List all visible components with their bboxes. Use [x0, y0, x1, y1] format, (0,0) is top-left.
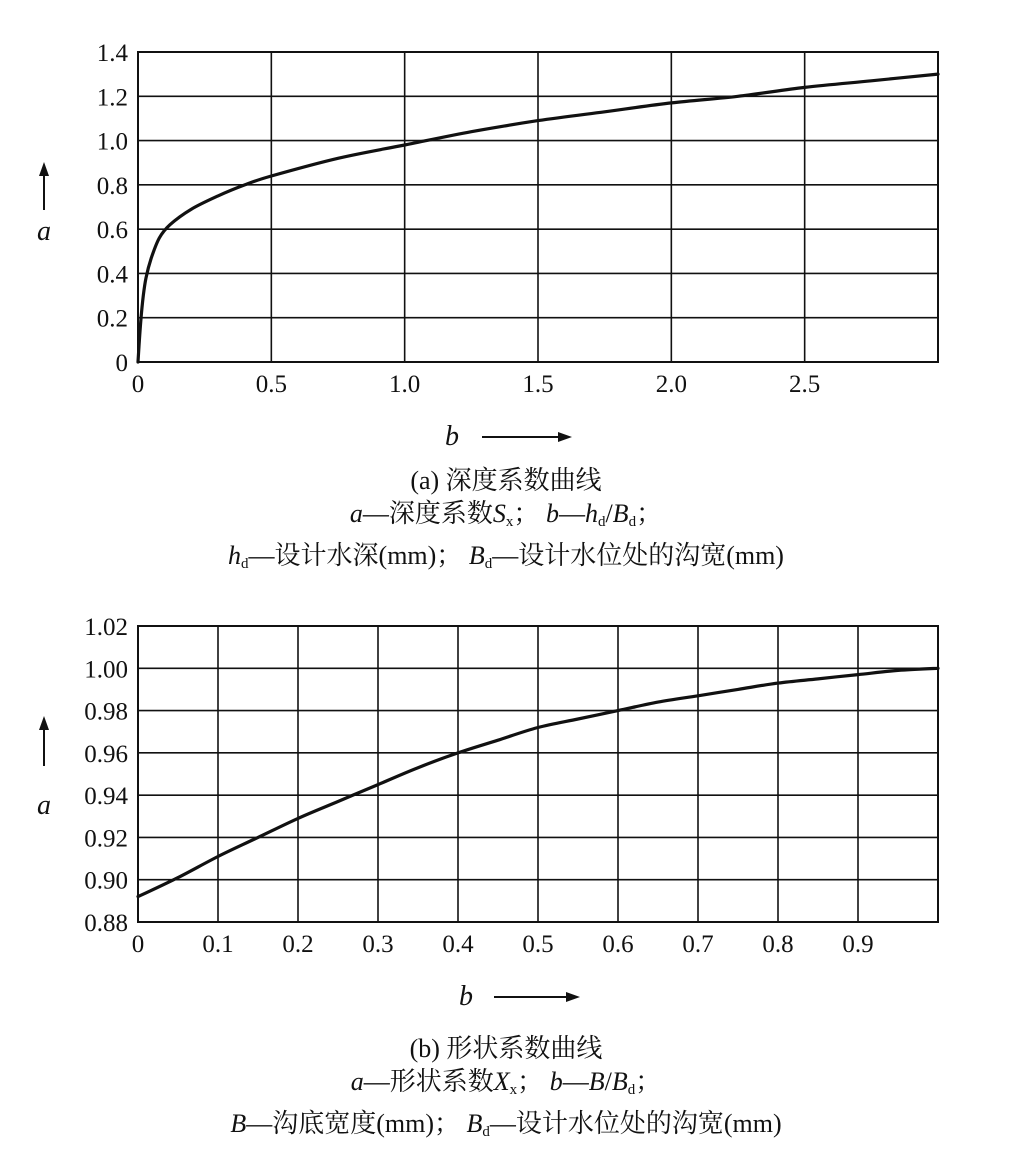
- caption-b-line3: B—沟底宽度(mm)； $B_d—$设计水位处的沟宽(mm): [230, 1109, 782, 1140]
- chart-a-ytick-label-5: 1.0: [96, 128, 128, 156]
- chart-b: [37, 614, 938, 1012]
- chart-a: [37, 40, 938, 452]
- chart-a-xtick-label-3: 1.5: [522, 371, 554, 398]
- caption-b-line2: a—形状系数$X_x$； $b—B/B_d$；: [350, 1067, 662, 1098]
- chart-a-xtick-label-4: 2.0: [655, 371, 687, 398]
- chart-b-xtick-label-9: 0.9: [842, 931, 874, 958]
- chart-b-xtick-label-0: 0: [131, 931, 145, 958]
- chart-b-xtick-label-1: 0.1: [202, 931, 234, 958]
- chart-b-ytick-label-1: 0.90: [84, 867, 128, 895]
- chart-b-ytick-label-2: 0.92: [84, 825, 128, 853]
- chart-a-x-axis-label: b: [445, 421, 459, 452]
- caption-b-title: (b) 形状系数曲线: [409, 1034, 603, 1063]
- chart-a-y-axis-label: a: [37, 216, 51, 247]
- chart-b-x-arrow-head: [566, 992, 580, 1002]
- chart-b-y-axis-label: a: [37, 790, 51, 821]
- chart-a-ytick-label-2: 0.4: [96, 261, 128, 289]
- chart-a-ytick-label-1: 0.2: [96, 305, 128, 333]
- chart-b-ytick-label-0: 0.88: [84, 910, 128, 937]
- chart-b-xtick-label-5: 0.5: [522, 931, 554, 958]
- chart-b-xtick-label-6: 0.6: [602, 931, 634, 958]
- caption-a: [0, 464, 1012, 581]
- caption-a-line2: a—深度系数$S_x$； $b—h_d/B_d$；: [349, 499, 663, 530]
- chart-b-ytick-label-4: 0.96: [84, 740, 128, 768]
- chart-a-ytick-label-7: 1.4: [96, 40, 128, 67]
- caption-b: [0, 1032, 1012, 1149]
- chart-a-xtick-label-2: 1.0: [389, 371, 421, 398]
- chart-b-ytick-label-7: 1.02: [84, 614, 128, 641]
- chart-a-ytick-label-6: 1.2: [96, 84, 128, 112]
- chart-b-x-axis-label: b: [459, 981, 473, 1012]
- chart-b-xtick-label-2: 0.2: [282, 931, 314, 958]
- chart-a-x-arrow-head: [558, 432, 572, 442]
- chart-b-xtick-label-4: 0.4: [442, 931, 474, 958]
- chart-a-ytick-label-3: 0.6: [96, 217, 128, 245]
- chart-b-ytick-label-6: 1.00: [84, 656, 128, 684]
- chart-a-ytick-label-4: 0.8: [96, 172, 128, 200]
- chart-a-xtick-label-1: 0.5: [255, 371, 287, 398]
- chart-b-ytick-label-5: 0.98: [84, 698, 128, 726]
- caption-a-line3: $h_d—$设计水深(mm)； $B_d—$设计水位处的沟宽(mm): [228, 541, 784, 572]
- chart-b-xtick-label-7: 0.7: [682, 931, 714, 958]
- chart-b-xtick-label-8: 0.8: [762, 931, 794, 958]
- chart-b-ytick-label-3: 0.94: [84, 783, 128, 811]
- chart-a-ytick-label-0: 0: [115, 350, 128, 377]
- chart-a-xtick-label-5: 2.5: [789, 371, 821, 398]
- chart-a-y-arrow-head: [39, 162, 49, 176]
- chart-a-xtick-label-0: 0: [131, 371, 145, 398]
- caption-a-title: (a) 深度系数曲线: [410, 466, 602, 495]
- chart-b-xtick-label-3: 0.3: [362, 931, 394, 958]
- chart-b-y-arrow-head: [39, 716, 49, 730]
